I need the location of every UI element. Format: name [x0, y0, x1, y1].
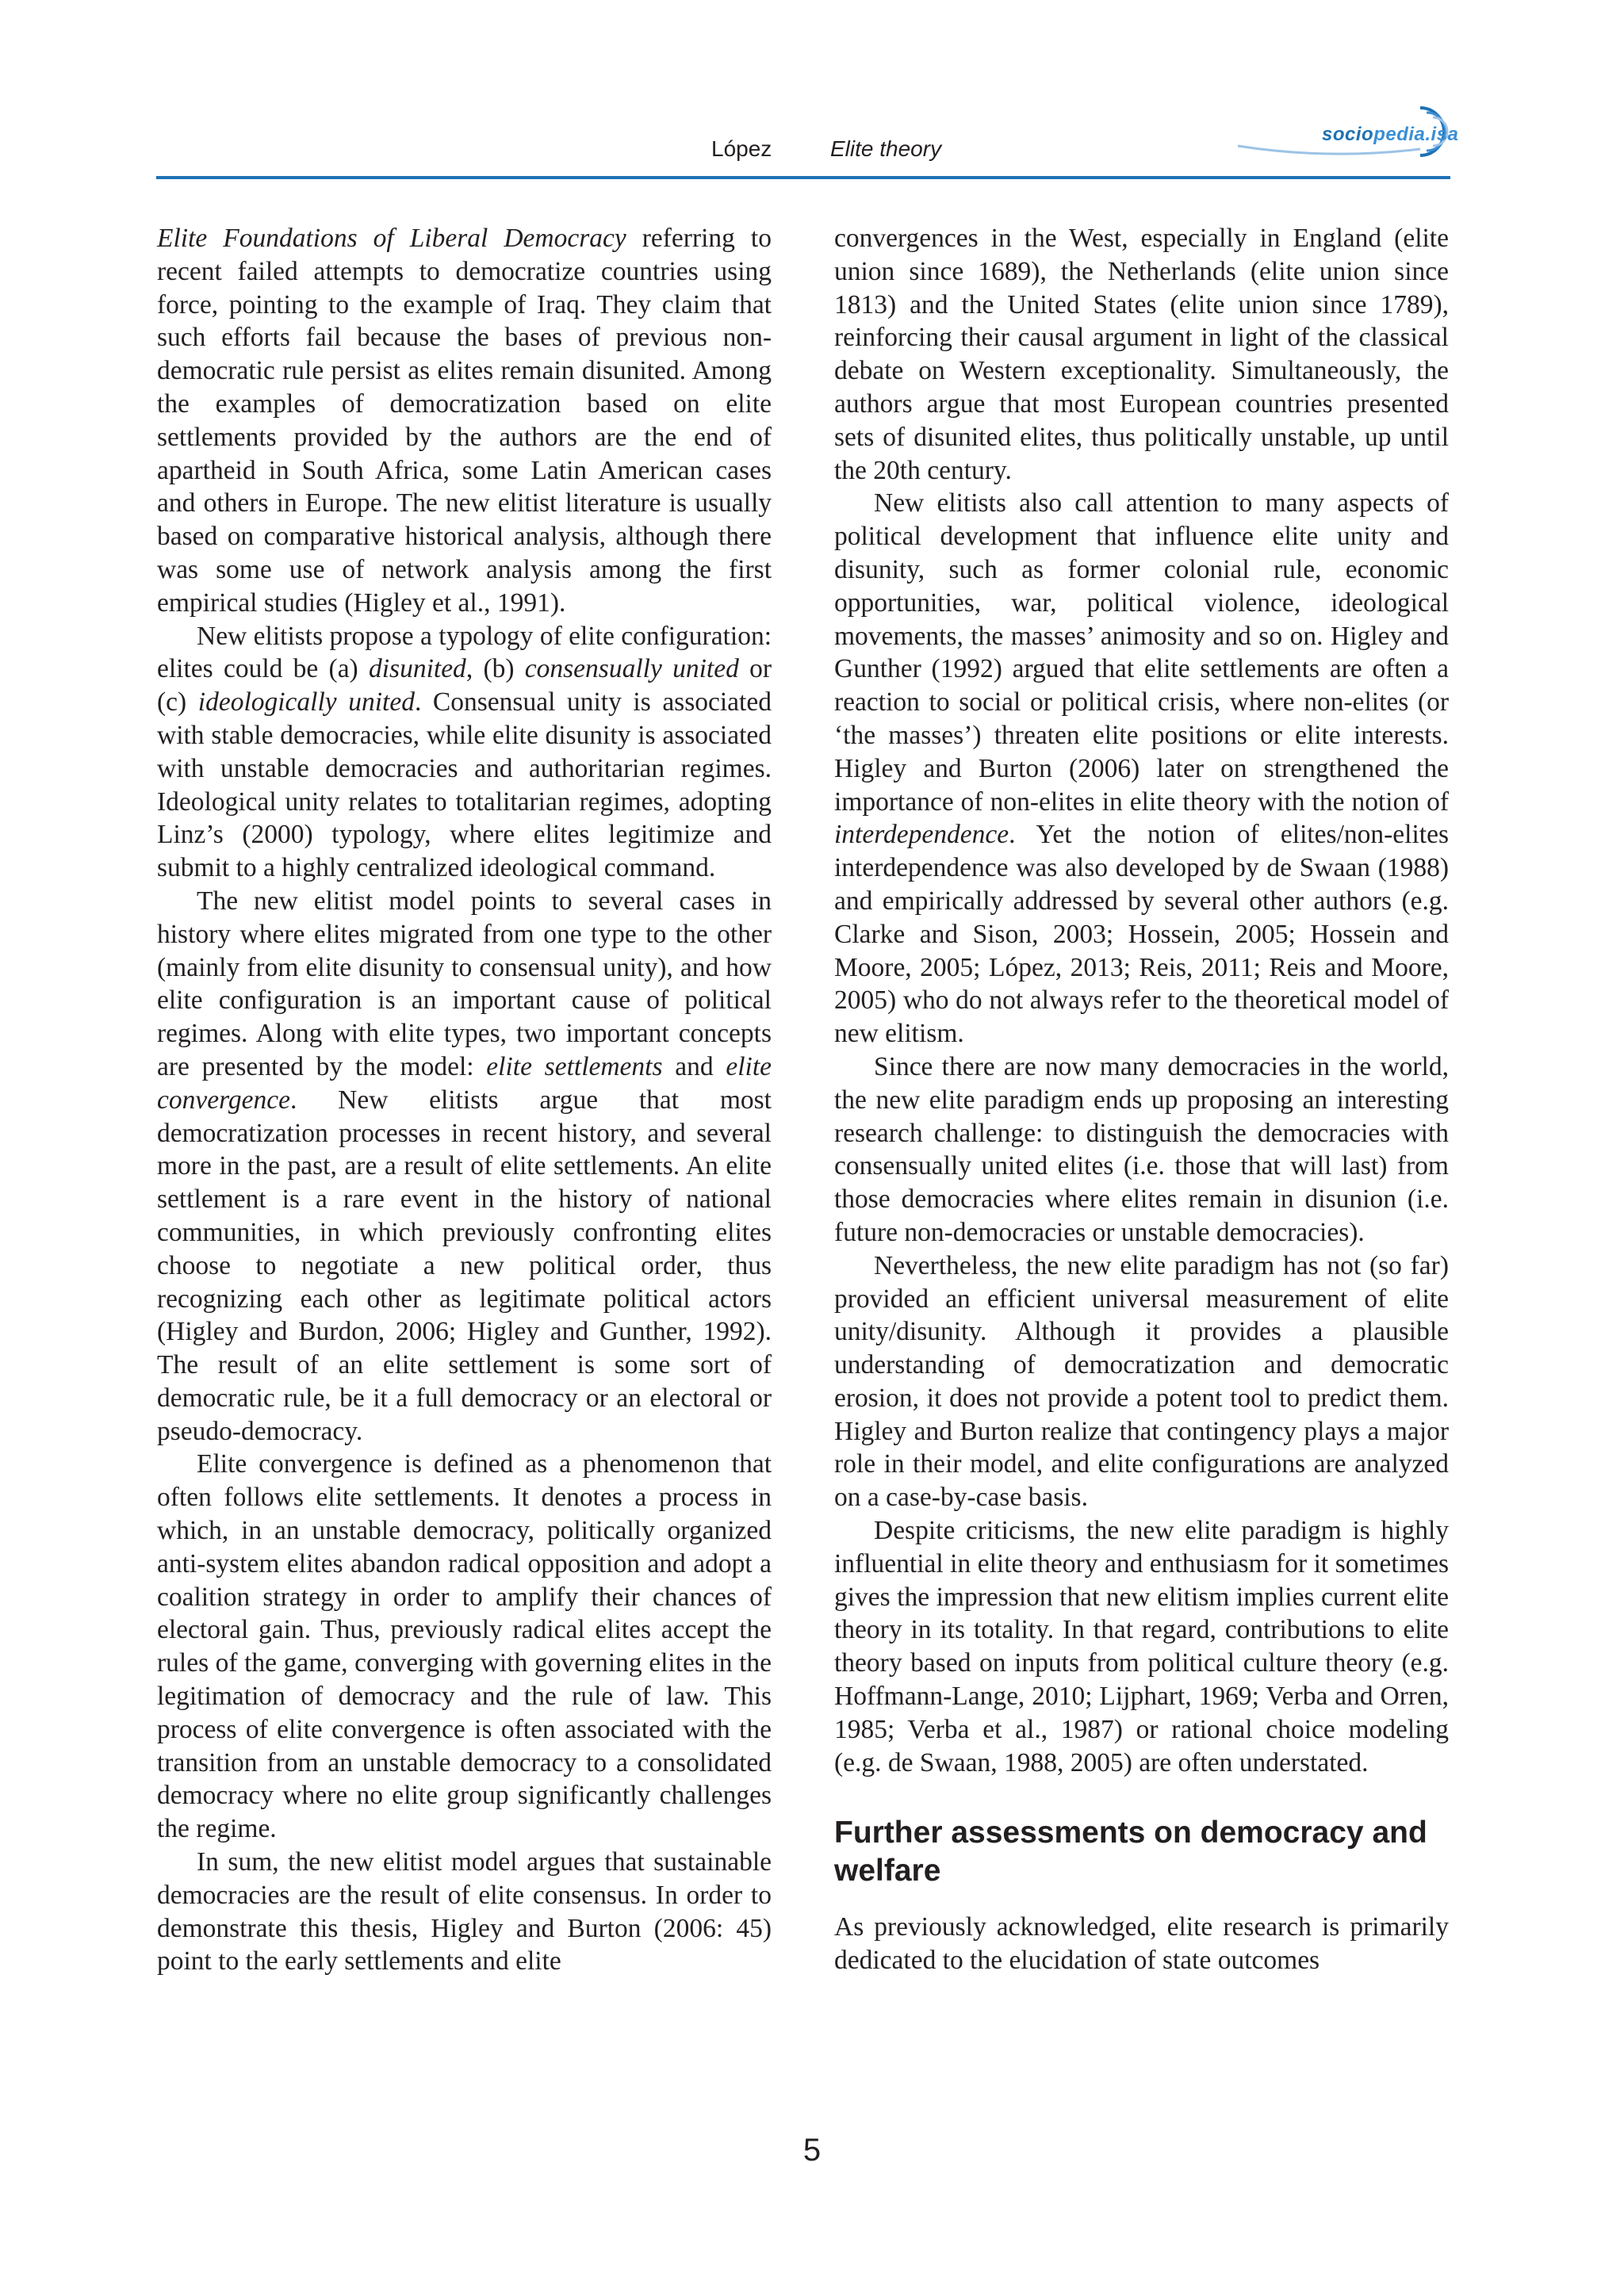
page-number: 5: [802, 2133, 822, 2168]
paragraph: Since there are now many democracies in the world, the new elite paradigm ends up proposing an interesting research challenge: to distinguish the democracies with consensually united elites (i.e. those that will last) from those democracies where elites remain in disunion (i.e. future non-democracies or unstable democracies).: [834, 1051, 1449, 1247]
paragraph: Despite criticisms, the new elite paradigm is highly influential in elite theory and enthusiasm for it sometimes gives the impression that new elitism implies current elite theory in its totality. In that regard, contributions to elite theory based on inputs from political culture theory (e.g. Hoffmann-Lange, 2010; Lijphart, 1969; Verba and Orren, 1985; Verba et al., 1987) or rational choice modeling (e.g. de Swaan, 1988, 2005) are often understated.: [834, 1516, 1449, 1777]
section-heading: Further assessments on democracy and welfare: [834, 1816, 1427, 1888]
paragraph: The new elitist model points to several cases in history where elites migrated from one type to the other (mainly from elite disunity to consensual unity), and how elite configuration is an important cause of political regimes. Along with elite types, two important concepts are presented by the model: elite settlements and elite convergence. New elitists argue that most democratization processes in recent history, and several more in the past, are a result of elite settlements. An elite settlement is a rare event in the history of national communities, in which previously confronting elites choose to negotiate a new political order, thus recognizing each other as legitimate political actors (Higley and Burdon, 2006; Higley and Gunther, 1992). The result of an elite settlement is some sort of democratic rule, be it a full democracy or an electoral or pseudo-democracy.: [157, 886, 772, 1446]
paragraph: As previously acknowledged, elite research is primarily dedicated to the elucidation of state outcomes: [834, 1912, 1449, 1976]
paragraph: Elite Foundations of Liberal Democracy referring to recent failed attempts to democratize countries using force, pointing to the example of Iraq. They claim that such efforts fail because the bases of previous non-democratic rule persist as elites remain disunited. Among the examples of democratization based on elite settlements provided by the authors are the end of apartheid in South Africa, some Latin American cases and others in Europe. The new elitist literature is usually based on comparative historical analysis, although there was some use of network analysis among the first empirical studies (Higley et al., 1991).: [157, 224, 772, 618]
left-column: [157, 222, 772, 1978]
paragraph: Elite convergence is defined as a phenomenon that often follows elite settlements. It denotes a process in which, in an unstable democracy, politically organized anti-system elites abandon radical opposition and adopt a coalition strategy in order to amplify their chances of electoral gain. Thus, previously radical elites accept the rules of the game, converging with governing elites in the legitimation of democracy and the rule of law. This process of elite convergence is often associated with the transition from an unstable democracy to a consolidated democracy where no elite group significantly challenges the regime.: [157, 1449, 772, 1844]
running-header: [156, 95, 1459, 181]
paragraph: New elitists propose a typology of elite configuration: elites could be (a) disunited, (b) consensually united or (c) ideologically united. Consensual unity is associated with stable democracies, while elite disunity is associated with unstable democracies and authoritarian regimes. Ideological unity relates to totalitarian regimes, adopting Linz’s (2000) typology, where elites legitimize and submit to a highly centralized ideological command.: [157, 621, 772, 883]
logo-text: sociopedia.isa: [1322, 124, 1459, 145]
header-author: López: [711, 136, 772, 161]
header-rule: [156, 176, 1450, 179]
right-column: [834, 222, 1449, 1977]
paragraph: convergences in the West, especially in England (elite union since 1689), the Netherlands (elite union since 1813) and the United States (elite union since 1789), reinforcing their causal argument in light of the classical debate on Western exceptionality. Simultaneously, the authors argue that most European countries presented sets of disunited elites, thus politically unstable, up until the 20th century.: [834, 224, 1449, 485]
sociopedia-logo: [1233, 101, 1459, 162]
paragraph: New elitists also call attention to many aspects of political development that influence elite unity and disunity, such as former colonial rule, economic opportunities, war, political violence, ideological movements, the masses’ animosity and so on. Higley and Gunther (1992) argued that elite settlements are often a reaction to social or political crisis, where non-elites (or ‘the masses’) threaten elite positions or elite interests. Higley and Burton (2006) later on strengthened the importance of non-elites in elite theory with the notion of interdependence. Yet the notion of elites/non-elites interdependence was also developed by de Swaan (1988) and empirically addressed by several other authors (e.g. Clarke and Sison, 2003; Hossein, 2005; Hossein and Moore, 2005; López, 2013; Reis, 2011; Reis and Moore, 2005) who do not always refer to the theoretical model of new elitism.: [834, 488, 1449, 1049]
paragraph: Nevertheless, the new elite paradigm has not (so far) provided an efficient universal measurement of elite unity/disunity. Although it provides a plausible understanding of democratization and democratic erosion, it does not provide a potent tool to predict them. Higley and Burton realize that contingency plays a major role in their model, and elite configurations are analyzed on a case-by-case basis.: [834, 1250, 1449, 1513]
header-title: Elite theory: [830, 136, 942, 161]
paragraph: In sum, the new elitist model argues that sustainable democracies are the result of elite consensus. In order to demonstrate this thesis, Higley and Burton (2006: 45) point to the early settlements and elite: [157, 1847, 772, 1976]
